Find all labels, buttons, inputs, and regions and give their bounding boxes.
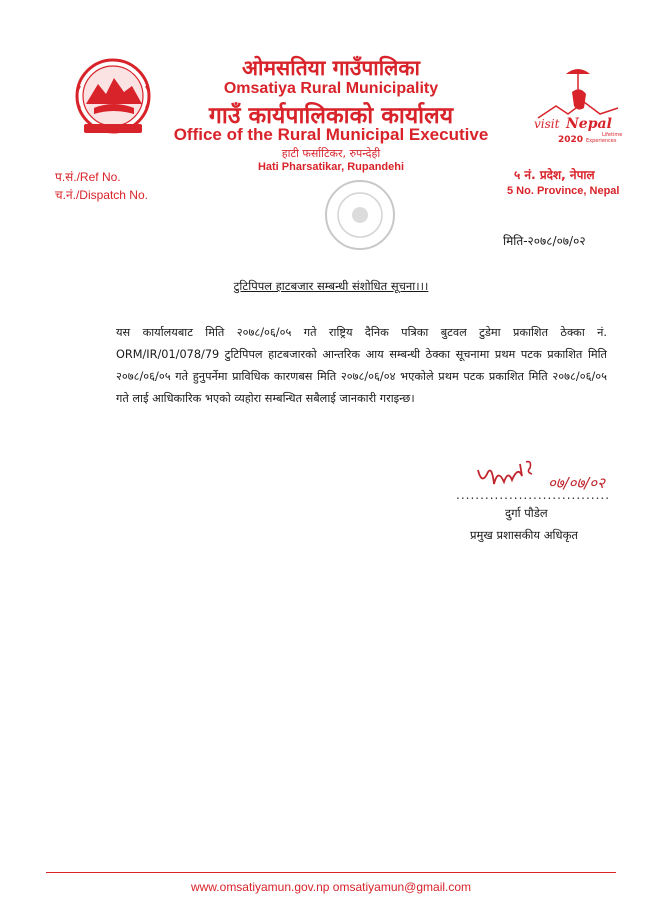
signatory-name: दुर्गा पौडेल bbox=[505, 506, 548, 520]
municipality-name-nepali: ओमसतिया गाउँपालिका bbox=[242, 56, 420, 80]
visit-text: visit bbox=[534, 117, 560, 131]
notice-body bbox=[80, 322, 607, 410]
signature-date: ०७/०७/०२ bbox=[548, 474, 605, 492]
signatory-title: प्रमुख प्रशासकीय अधिकृत bbox=[470, 528, 578, 542]
province-english: 5 No. Province, Nepal bbox=[507, 185, 620, 197]
nepal-text: Nepal bbox=[566, 116, 612, 132]
dispatch-no-label: च.नं./Dispatch No. bbox=[55, 188, 148, 202]
faint-office-stamp bbox=[300, 170, 420, 260]
municipality-name-english: Omsatiya Rural Municipality bbox=[223, 80, 439, 97]
office-name-nepali: गाउँ कार्यपालिकाको कार्यालय bbox=[208, 103, 454, 129]
subject-line: टुटिपिपल हाटबजार सम्बन्धी संशोधित सूचना।।। bbox=[233, 279, 429, 293]
ref-no-label: प.सं./Ref No. bbox=[55, 170, 121, 184]
province-nepali: ५ नं. प्रदेश, नेपाल bbox=[514, 168, 595, 182]
letter-date: मिति-२०७८/०७/०२ bbox=[503, 234, 586, 248]
tagline-text-1: Lifetime bbox=[602, 132, 623, 138]
signature-dotted-line: ................................ bbox=[456, 488, 611, 502]
notice-body-text: यस कार्यालयबाट मिति २०७८/०६/०५ गते राष्ट्रिय दैनिक पत्रिका बुटवल टुडेमा प्रकाशित ठेक्का नं. ORM/IR/01/078/79 टुटिपिपल हाटबजारको आन्तरिक आय सम्बन्धी ठेक्का सूचनामा प्रथम पटक प्रकाशित मिति २०७८/०६/०५ गते हुनुपर्नेमा प्राविधिक कारणबस मिति २०७८/०६/०४ भएकोले प्रथम पटक प्रकाशित मिति २०७८/०६/०५ गते लाई आधिकारिक भएको व्यहोरा सम्बन्धित सबैलाई जानकारी गराइन्छ। bbox=[116, 326, 607, 405]
address-english: Hati Pharsatikar, Rupandehi bbox=[257, 161, 405, 173]
footer-contact: www.omsatiyamun.gov.np omsatiyamun@gmail.com bbox=[190, 880, 472, 894]
year-text: 2020 bbox=[558, 135, 584, 145]
address-nepali: हाटी फर्साटिकर, रुपन्देही bbox=[281, 147, 381, 160]
office-name-english: Office of the Rural Municipal Executive bbox=[173, 125, 489, 144]
tagline-text-2: Experiences bbox=[586, 138, 617, 144]
footer-divider bbox=[46, 872, 616, 873]
